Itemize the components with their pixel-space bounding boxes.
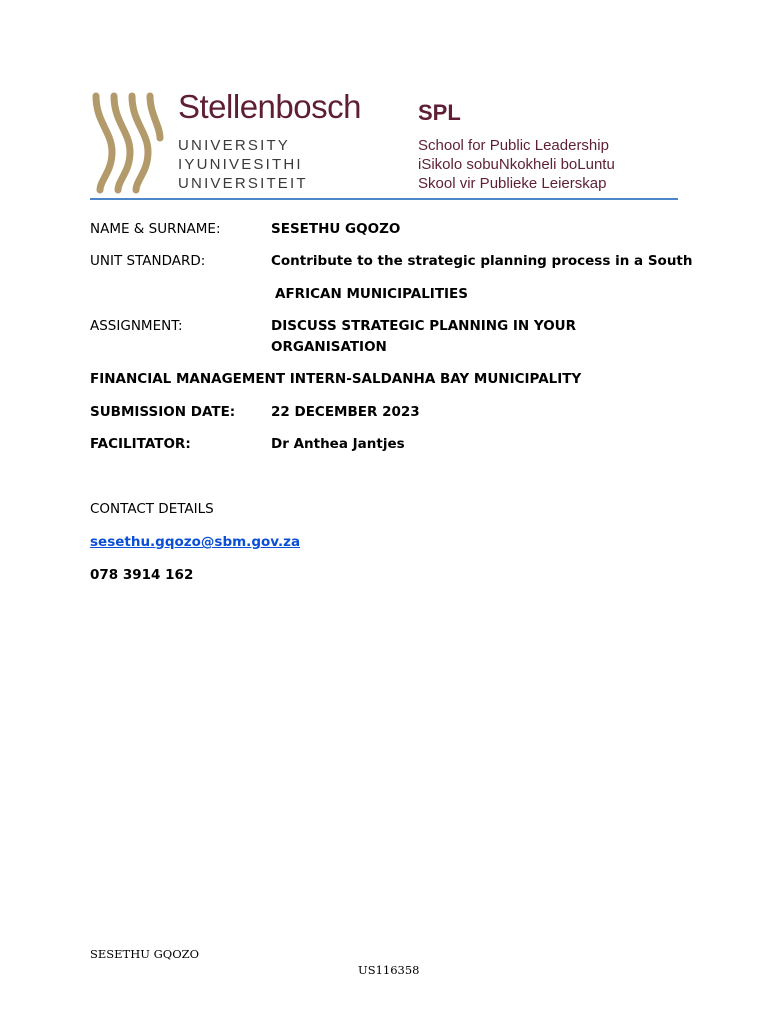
school-line-af: Skool vir Publieke Leierskap [418,175,607,192]
school-line-en: School for Public Leadership [418,137,609,154]
submission-date-label: SUBMISSION DATE: [90,404,236,420]
stellenbosch-logo-icon [90,92,164,194]
footer-author: SESETHU GQOZO [90,947,200,961]
name-label: NAME & SURNAME: [90,221,221,237]
assignment-label: ASSIGNMENT: [90,318,183,334]
footer-code: US116358 [358,963,420,977]
unit-standard-value-line2: AFRICAN MUNICIPALITIES [275,286,468,302]
facilitator-value: Dr Anthea Jantjes [271,436,405,452]
name-value: SESETHU GQOZO [271,221,401,237]
school-line-xh: iSikolo sobuNkokheli boLuntu [418,156,615,173]
contact-heading: CONTACT DETAILS [90,501,214,517]
assignment-value-line2: ORGANISATION [271,339,387,355]
submission-date-value: 22 DECEMBER 2023 [271,404,420,420]
assignment-value-line1: DISCUSS STRATEGIC PLANNING IN YOUR [271,318,577,334]
facilitator-label: FACILITATOR: [90,436,191,452]
unit-standard-label: UNIT STANDARD: [90,253,206,269]
university-line-xh: IYUNIVESITHI [178,156,303,173]
unit-standard-value-line1: Contribute to the strategic planning process in a South [271,253,693,269]
position-line: FINANCIAL MANAGEMENT INTERN-SALDANHA BAY MUNICIPALITY [90,371,582,387]
university-line-af: UNIVERSITEIT [178,175,308,192]
university-line-en: UNIVERSITY [178,137,291,154]
university-wordmark: Stellenbosch [178,88,361,125]
header-divider [90,198,678,200]
phone-number: 078 3914 162 [90,567,194,583]
school-acronym: SPL [418,100,461,125]
email-link[interactable]: sesethu.gqozo@sbm.gov.za [90,534,301,550]
